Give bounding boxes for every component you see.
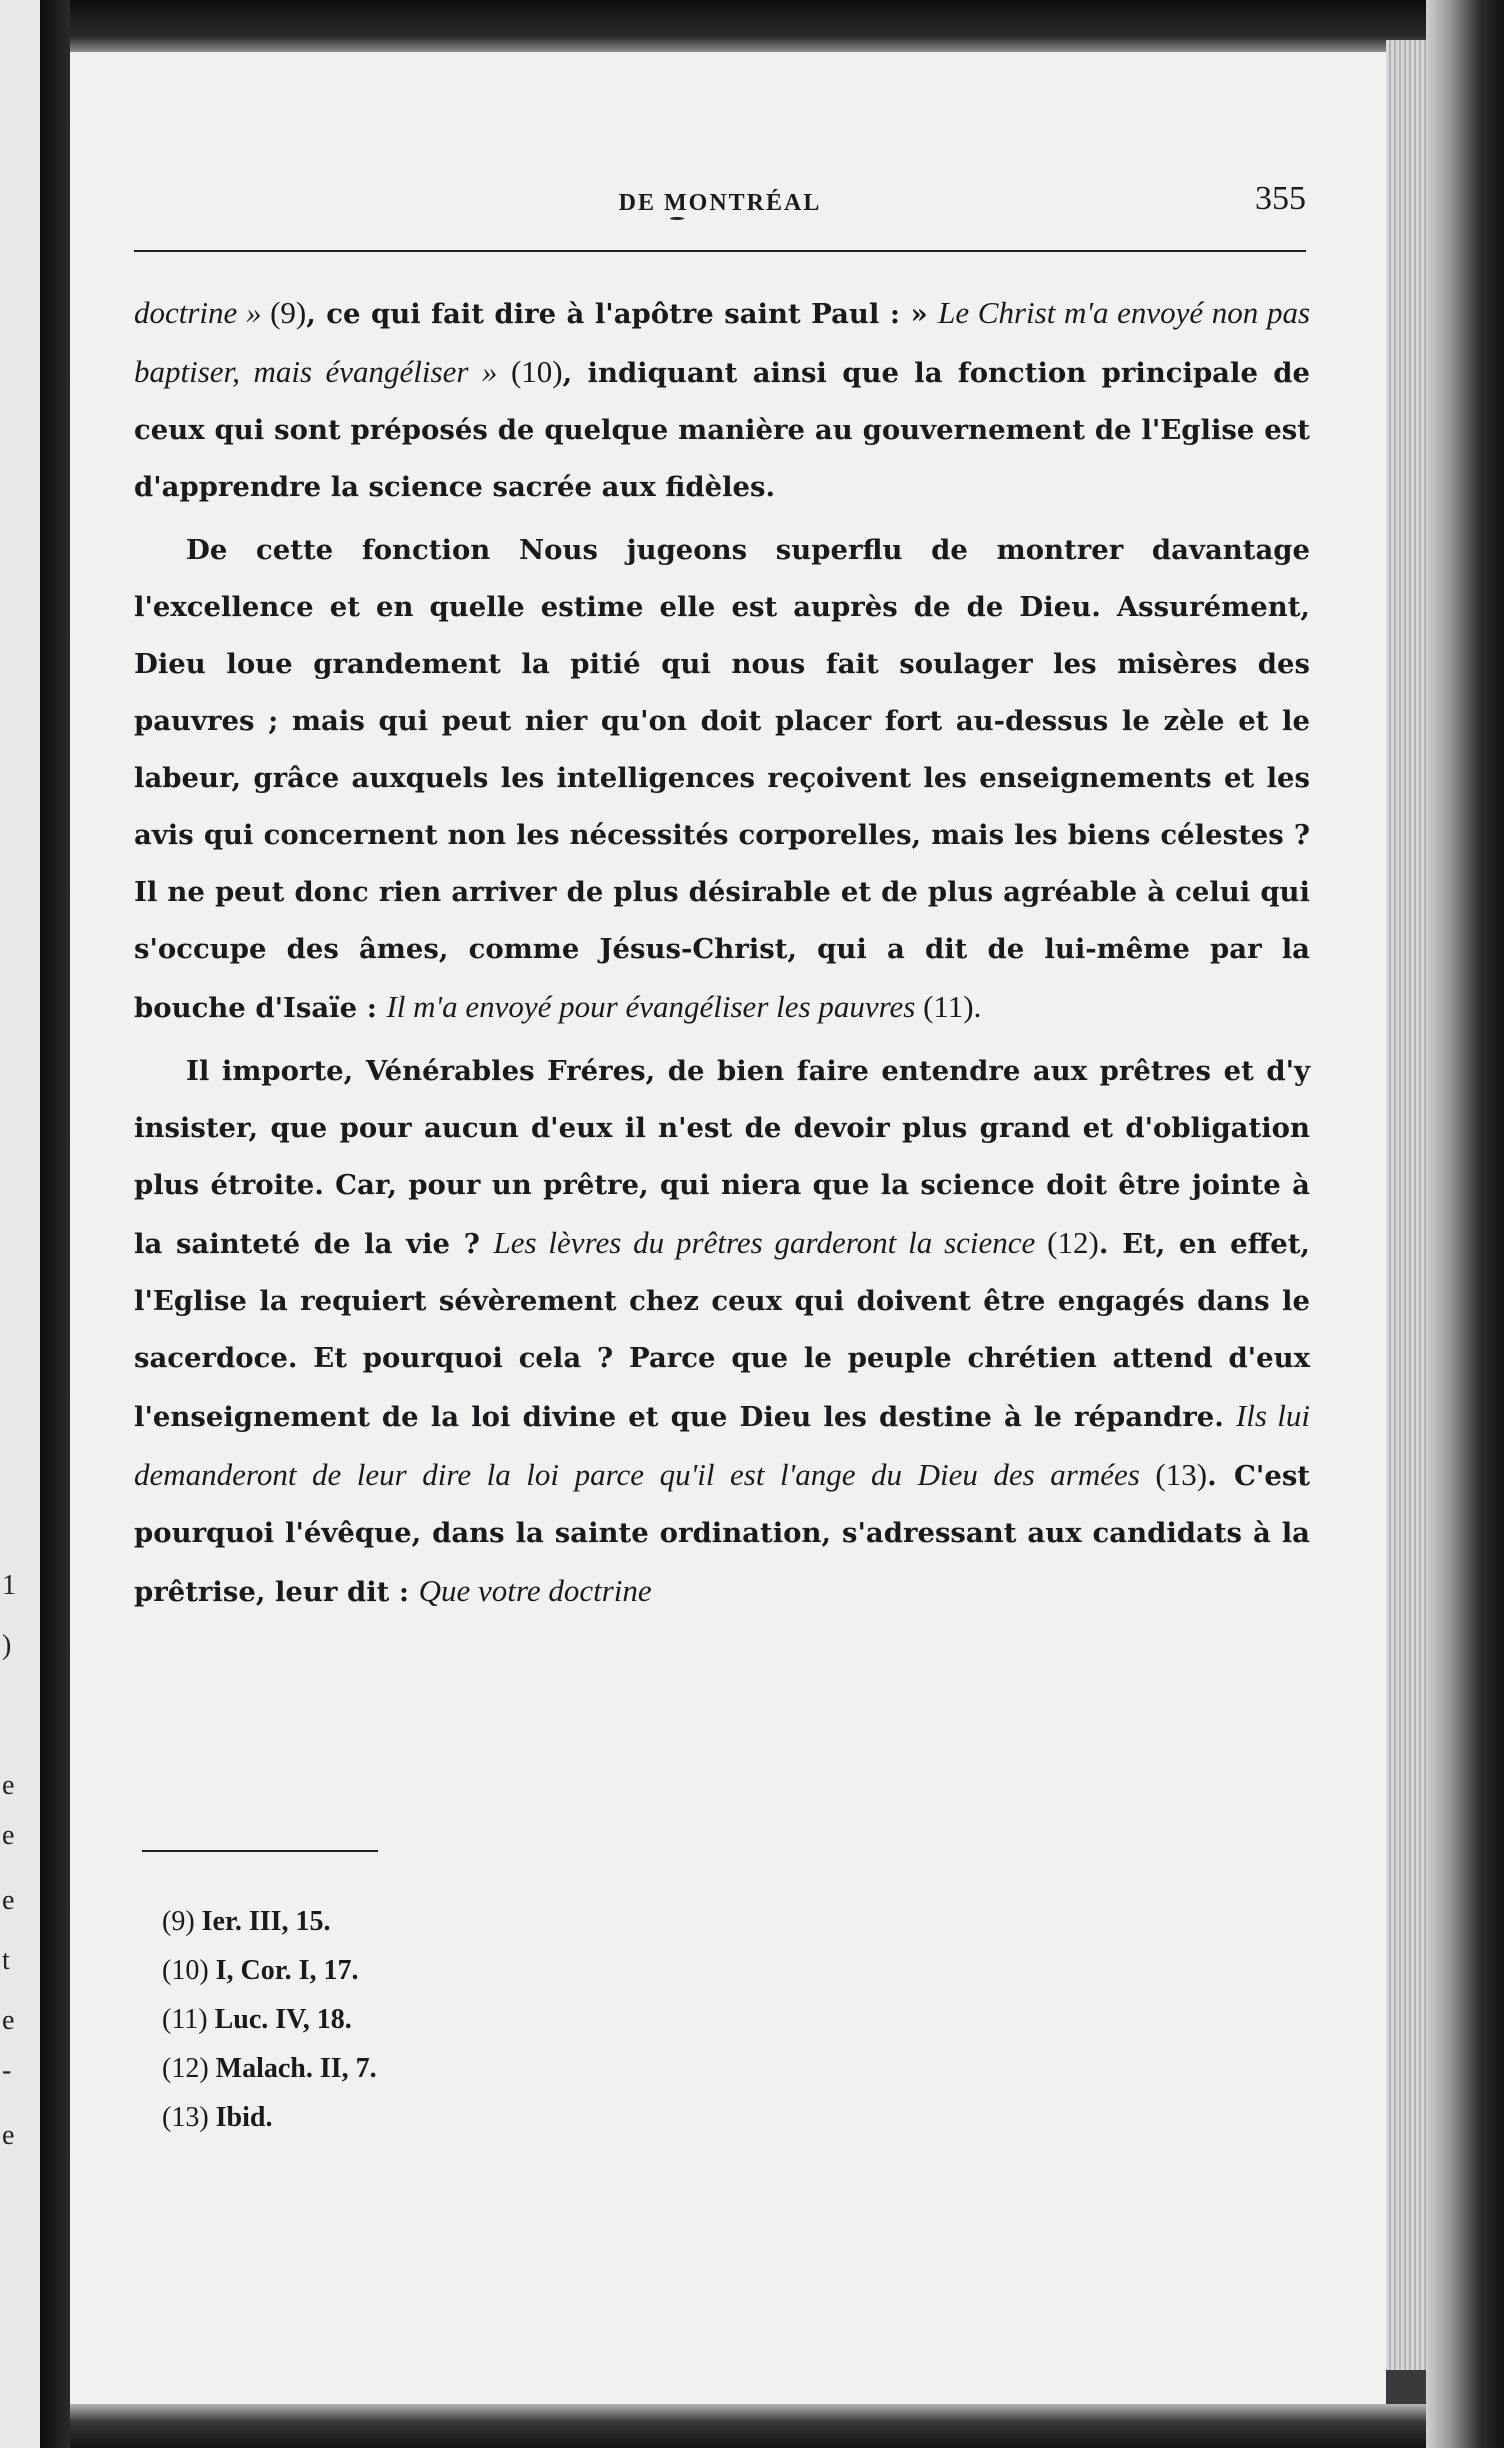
footnote bbox=[162, 1946, 762, 1995]
bold-text-segment: , indiquant ainsi que la fonction principale de ceux qui sont préposés de quelque manière au gouvernement de l'Eglise est d'apprendre la science sacrée aux fidèles. bbox=[134, 357, 1311, 503]
header-rule bbox=[134, 250, 1306, 252]
footnote-reference: Ier. III, 15. bbox=[201, 1906, 331, 1937]
scan-border-top bbox=[70, 0, 1426, 52]
footnote-rule bbox=[142, 1850, 378, 1852]
italic-text-segment: Les lèvres du prêtres garderont la science bbox=[493, 1225, 1048, 1260]
footnote-number: (12) bbox=[162, 2053, 209, 2084]
footnote bbox=[162, 1897, 762, 1946]
footnote bbox=[162, 1995, 762, 2044]
book-page bbox=[70, 52, 1386, 2404]
margin-fragment: e bbox=[2, 1820, 15, 1851]
footnote bbox=[162, 2044, 762, 2093]
margin-fragment: e bbox=[2, 2120, 15, 2151]
italic-text-segment: Il m'a envoyé pour évangéliser les pauvres bbox=[386, 989, 924, 1024]
paragraph bbox=[134, 284, 1310, 516]
bold-text-segment: De cette fonction Nous jugeons superflu de montrer davantage l'excellence et en quelle estime elle est auprès de de Dieu. Assurément, Dieu loue grandement la pitié qui nous fait soulager les misères des pauvres ; mais qui peut nier qu'on doit placer fort au-dessus le zèle et le labeur, grâce auxquels les intelligences reçoivent les enseignements et les avis qui concernent non les nécessités corporelles, mais les biens célestes ? Il ne peut donc rien arriver de plus désirable et de plus agréable à celui qui s'occupe des âmes, comme Jésus-Christ, qui a dit de lui-même par la bouche d'Isaïe : bbox=[134, 534, 1310, 1024]
scan-border-bottom bbox=[70, 2404, 1426, 2448]
footnote-number: (9) bbox=[162, 1906, 195, 1937]
body-text bbox=[134, 284, 1310, 1627]
footnote-number: (10) bbox=[162, 1955, 209, 1986]
margin-fragment: ) bbox=[2, 1630, 12, 1661]
margin-fragment: e bbox=[2, 1885, 15, 1916]
footnotes bbox=[162, 1897, 762, 2142]
bold-text-segment: . Et, en effet, l'Eglise la requiert sévèrement chez ceux qui doivent être engagés dans le sacerdoce. Et pourquoi cela ? Parce que le peuple chrétien attend d'eux l'enseignement de la loi divine et que Dieu les destine à le répandre. bbox=[134, 1228, 1310, 1433]
margin-fragment: e bbox=[2, 2005, 15, 2036]
italic-text-segment: Le Christ m'a envoyé non pas baptiser, mais évangéliser » bbox=[134, 295, 1311, 389]
normal-text-segment: (9) bbox=[270, 295, 307, 330]
margin-fragment: - bbox=[2, 2055, 12, 2086]
footnote-reference: I, Cor. I, 17. bbox=[215, 1955, 359, 1986]
normal-text-segment: (12) bbox=[1047, 1225, 1099, 1260]
footnote-reference: Malach. II, 7. bbox=[215, 2053, 377, 2084]
paragraph bbox=[134, 522, 1310, 1037]
bold-text-segment: . C'est pourquoi l'évêque, dans la sainte ordination, s'adressant aux candidats à la prêtrise, leur dit : bbox=[134, 1460, 1311, 1608]
normal-text-segment: (11). bbox=[923, 989, 982, 1024]
footnote-number: (11) bbox=[162, 2004, 208, 2035]
bold-text-segment: , ce qui fait dire à l'apôtre saint Paul : » bbox=[306, 298, 939, 330]
footnote-number: (13) bbox=[162, 2102, 209, 2133]
margin-fragment: 1 bbox=[2, 1570, 16, 1601]
running-title: DE MONTRÉAL bbox=[618, 190, 822, 216]
running-header bbox=[134, 180, 1306, 230]
facing-page-edge bbox=[0, 0, 40, 2448]
footnote-reference: Luc. IV, 18. bbox=[214, 2004, 352, 2035]
normal-text-segment: (10) bbox=[510, 354, 563, 389]
italic-text-segment: doctrine » bbox=[134, 295, 271, 330]
bold-text-segment: Il importe, Vénérables Fréres, de bien faire entendre aux prêtres et d'y insister, que pour aucun d'eux il n'est de devoir plus grand et d'obligation plus étroite. Car, pour un prêtre, qui niera que la science doit être jointe à la sainteté de la vie ? bbox=[134, 1055, 1310, 1260]
book-spine-shadow bbox=[40, 0, 70, 2448]
footnote-reference: Ibid. bbox=[215, 2102, 273, 2133]
normal-text-segment: (13) bbox=[1155, 1457, 1208, 1492]
scan-border-right bbox=[1426, 0, 1504, 2448]
italic-text-segment: Que votre doctrine bbox=[418, 1573, 652, 1608]
footnote bbox=[162, 2093, 762, 2142]
paragraph bbox=[134, 1043, 1310, 1621]
page-edges-stack bbox=[1386, 40, 1426, 2370]
margin-fragment: e bbox=[2, 1770, 15, 1801]
italic-text-segment: Ils lui demanderont de leur dire la loi parce qu'il est l'ange du Dieu des armées bbox=[134, 1398, 1310, 1492]
page-number: 355 bbox=[1255, 180, 1306, 217]
scan-speck bbox=[670, 217, 684, 220]
margin-fragment: t bbox=[2, 1945, 10, 1976]
